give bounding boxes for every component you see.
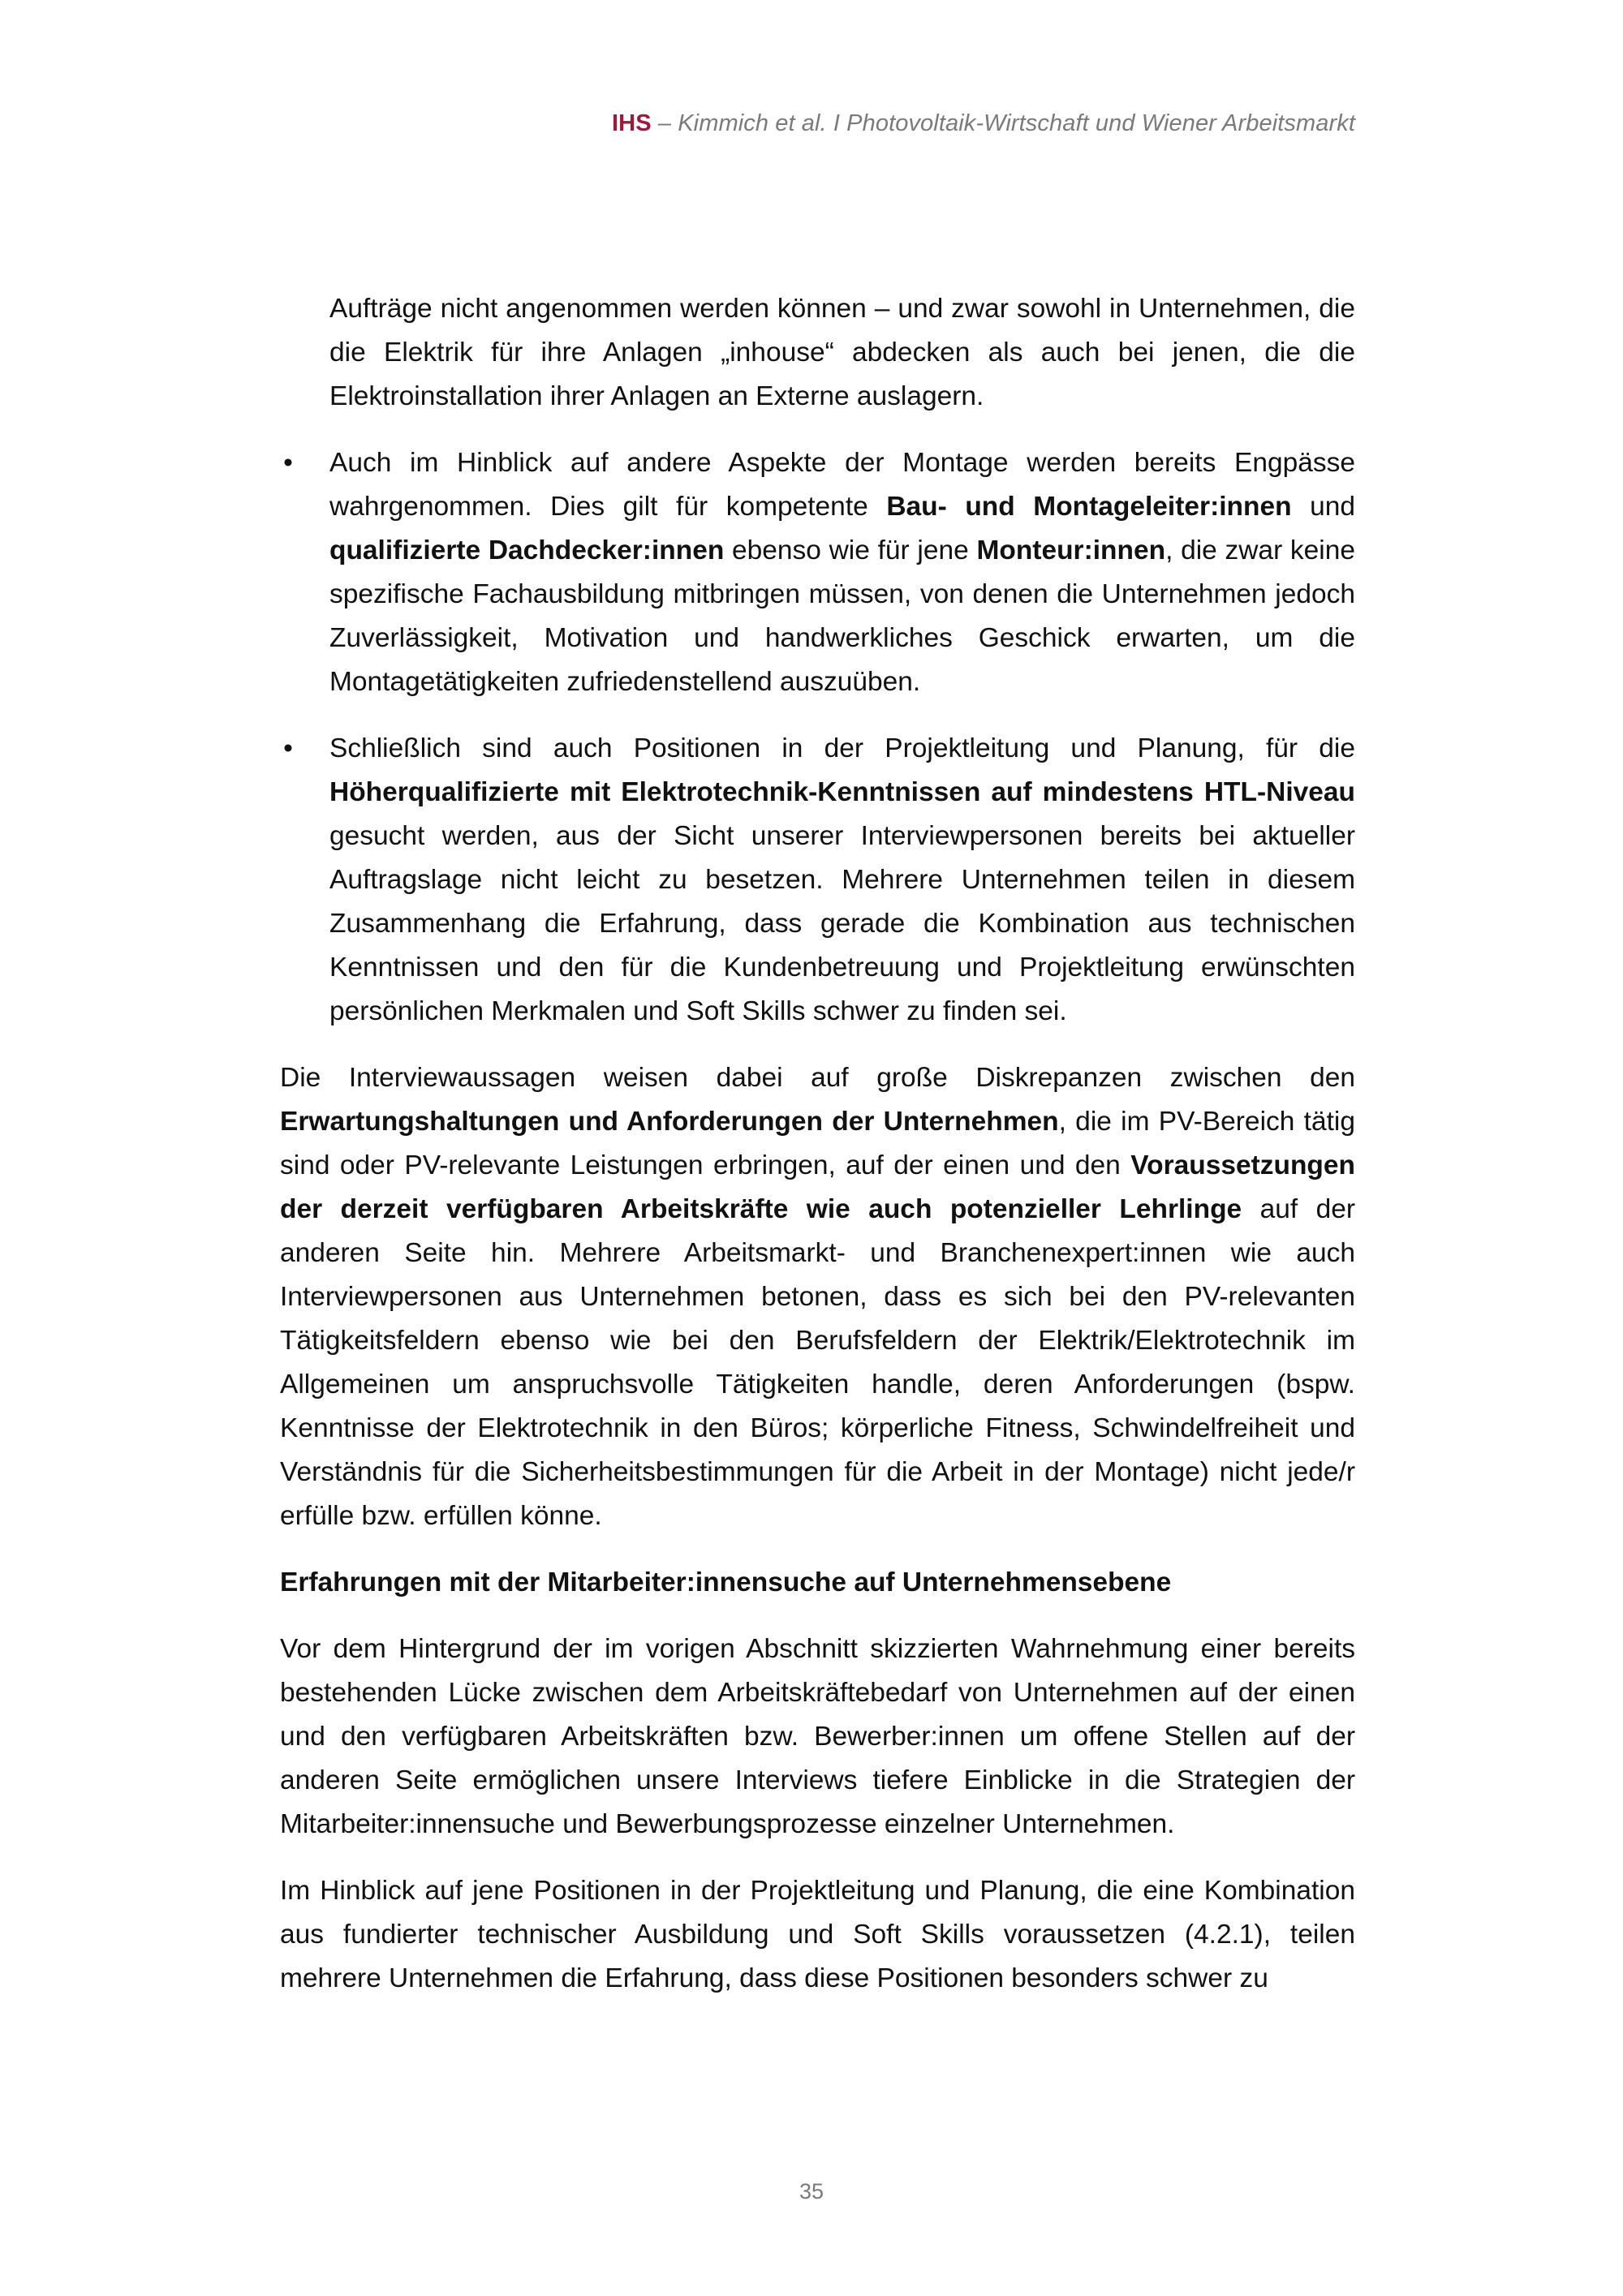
paragraph-hintergrund: Vor dem Hintergrund der im vorigen Abschnitt skizzierten Wahrnehmung einer bereits bestehenden Lücke zwischen dem Arbeitskräftebedarf von Unternehmen auf der einen und den verfügbaren Arbeitskräften bzw. Bewerber:innen um offene Stellen auf der anderen Seite ermöglichen unsere Interviews tiefere Einblicke in die Strategien der Mitarbeiter:innensuche und Bewerbungsprozesse einzelner Unternehmen.: [280, 1634, 1355, 1839]
bold-span: Erwartungshaltungen und Anforderungen der Unternehmen: [280, 1107, 1059, 1137]
continuation-paragraph: Aufträge nicht angenommen werden können – und zwar sowohl in Unternehmen, die die Elektrik für ihre Anlagen „inhouse“ abdecken als auch bei jenen, die die Elektroinstallation ihrer Anlagen an Externe auslagern.: [329, 294, 1355, 411]
text-span: und: [1291, 492, 1356, 522]
section-subheading: Erfahrungen mit der Mitarbeiter:innensuche auf Unternehmensebene: [280, 1567, 1172, 1597]
ihs-brand: IHS: [612, 110, 652, 136]
bold-span: Höherqualifizierte mit Elektrotechnik-Kenntnissen auf mindestens HTL-Niveau: [329, 777, 1355, 807]
header-separator: –: [651, 110, 678, 136]
text-span: , die zwar keine spezifische Fachausbildung mitbringen müssen, von denen die Unternehmen jedoch Zuverlässigkeit, Motivation und handwerkliches Geschick erwarten, um die Montagetätigkeiten zufriedenstellend auszuüben.: [329, 535, 1356, 697]
bullet-item-montage: [280, 441, 1355, 704]
bold-span: Bau- und Montageleiter:innen: [886, 492, 1292, 522]
header-title: Kimmich et al. I Photovoltaik-Wirtschaft und Wiener Arbeitsmarkt: [678, 110, 1355, 136]
text-span: , die im PV-Bereich tätig sind oder PV-relevante Leistungen erbringen, auf der einen und den: [280, 1107, 1355, 1180]
text-span: gesucht werden, aus der Sicht unserer Interviewpersonen bereits bei aktueller Auftragslage nicht leicht zu besetzen. Mehrere Unternehmen teilen in diesem Zusammenhang die Erfahrung, dass gerade die Kombination aus technischen Kenntnissen und den für die Kundenbetreuung und Projektleitung erwünschten persönlichen Merkmalen und Soft Skills schwer zu finden sei.: [329, 821, 1355, 1026]
text-span: auf der anderen Seite hin. Mehrere Arbeitsmarkt- und Branchenexpert:innen wie auch Interviewpersonen aus Unternehmen betonen, dass es sich bei den PV-relevanten Tätigkeitsfeldern ebenso wie bei den Berufsfeldern der Elektrik/Elektrotechnik im Allgemeinen um anspruchsvolle Tätigkeiten handle, deren Anforderungen (bspw. Kenntnisse der Elektrotechnik in den Büros; körperliche Fitness, Schwindelfreiheit und Verständnis für die Sicherheitsbestimmungen für die Arbeit in der Montage) nicht jede/r erfülle bzw. erfüllen könne.: [280, 1194, 1355, 1531]
text-span: Schließlich sind auch Positionen in der Projektleitung und Planung, für die: [329, 733, 1355, 763]
page-content: [280, 287, 1355, 2001]
running-header: [612, 110, 1355, 137]
text-span: ebenso wie für jene: [724, 535, 977, 565]
text-span: Die Interviewaussagen weisen dabei auf große Diskrepanzen zwischen den: [280, 1063, 1355, 1093]
paragraph-projektleitung: Im Hinblick auf jene Positionen in der Projektleitung und Planung, die eine Kombination aus fundierter technischer Ausbildung und Soft Skills voraussetzen (4.2.1), teilen mehrere Unternehmen die Erfahrung, dass diese Positionen besonders schwer zu: [280, 1876, 1355, 1993]
bullet-symbol: •: [283, 448, 293, 478]
bullet-symbol: •: [283, 733, 293, 763]
text-span: Auch im Hinblick auf andere Aspekte der Montage werden bereits Engpässe wahrgenommen. Dies gilt für kompetente: [329, 448, 1355, 522]
paragraph-interviewaussagen: [280, 1056, 1355, 1538]
bullet-list: [280, 441, 1355, 1034]
bullet-item-projektleitung: [280, 727, 1355, 1034]
page-number: 35: [799, 2179, 824, 2204]
bold-span: Monteur:innen: [976, 535, 1166, 565]
bold-span: Voraussetzungen der derzeit verfügbaren Arbeitskräfte wie auch potenzieller Lehrlinge: [280, 1150, 1355, 1224]
bold-span: qualifizierte Dachdecker:innen: [329, 535, 725, 565]
